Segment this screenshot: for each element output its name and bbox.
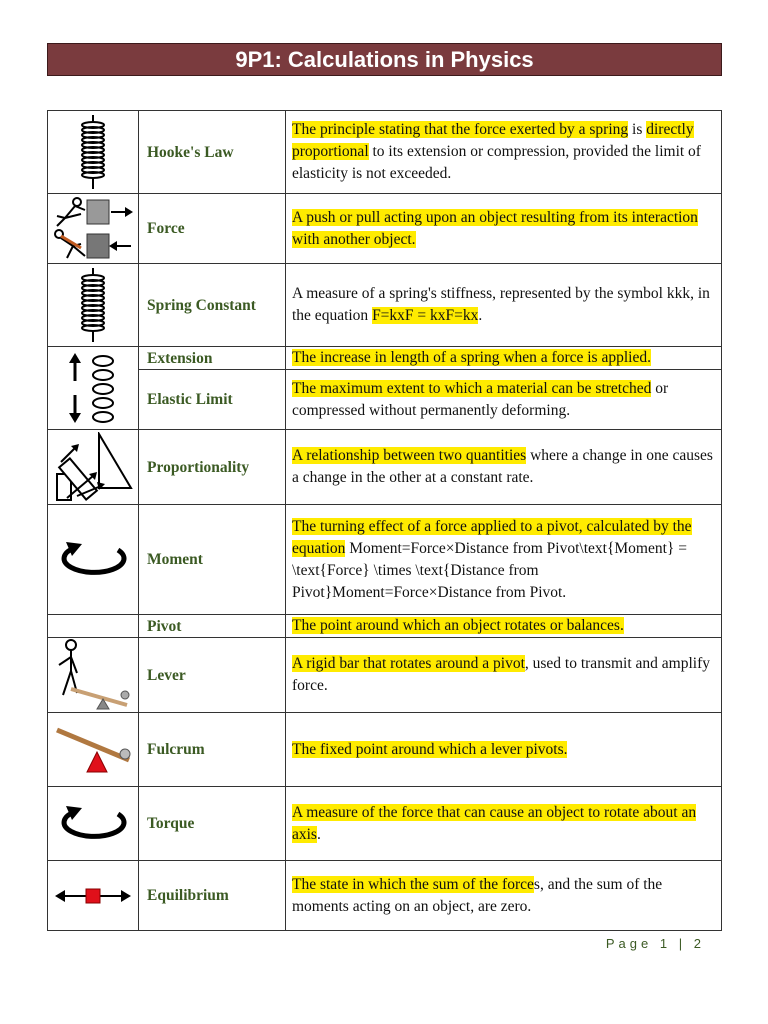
spring-icon (78, 268, 108, 342)
icon-cell (48, 430, 139, 505)
push-pull-icon (51, 196, 135, 262)
glossary-table (47, 110, 722, 931)
term-label: Force (139, 194, 286, 264)
definition-text: The maximum extent to which a material can be stretched or compressed without permanently deforming. (286, 370, 722, 430)
definition-text: A relationship between two quantities where a change in one causes a change in the other at a constant rate. (286, 430, 722, 505)
table-row (48, 370, 722, 430)
icon-cell (48, 713, 139, 787)
table-row (48, 615, 722, 638)
rotate-arrow-icon (56, 804, 130, 844)
definition-text: The increase in length of a spring when a force is applied. (286, 347, 722, 370)
icon-cell (48, 505, 139, 615)
definition-text: A measure of a spring's stiffness, represented by the symbol kkk, in the equation F=kxF = kxF=kx. (286, 264, 722, 347)
definition-text: The point around which an object rotates or balances. (286, 615, 722, 638)
table-row (48, 638, 722, 713)
term-label: Equilibrium (139, 861, 286, 931)
icon-cell (48, 638, 139, 713)
term-label: Spring Constant (139, 264, 286, 347)
definition-text: The state in which the sum of the forces, and the sum of the moments acting on an object, are zero. (286, 861, 722, 931)
table-row (48, 787, 722, 861)
term-label: Torque (139, 787, 286, 861)
table-row (48, 505, 722, 615)
balance-arrows-icon (53, 886, 133, 906)
table-row (48, 713, 722, 787)
table-row (48, 194, 722, 264)
term-label: Pivot (139, 615, 286, 638)
icon-cell (48, 615, 139, 638)
term-label: Extension (139, 347, 286, 370)
icon-cell (48, 787, 139, 861)
term-label: Hooke's Law (139, 111, 286, 194)
table-row (48, 347, 722, 370)
lever-icon (53, 639, 133, 711)
spring-stretch-icon (63, 351, 123, 425)
fulcrum-icon (53, 724, 133, 776)
icon-cell (48, 861, 139, 931)
definition-text: A push or pull acting upon an object resulting from its interaction with another object. (286, 194, 722, 264)
spring-icon (78, 115, 108, 189)
term-label: Proportionality (139, 430, 286, 505)
table-row (48, 264, 722, 347)
icon-cell (48, 264, 139, 347)
icon-cell (48, 194, 139, 264)
icon-cell (48, 111, 139, 194)
term-label: Fulcrum (139, 713, 286, 787)
page-number: Page 1 | 2 (605, 936, 705, 951)
table-row (48, 111, 722, 194)
icon-cell (48, 347, 139, 430)
table-row (48, 861, 722, 931)
definition-text: A rigid bar that rotates around a pivot, used to transmit and amplify force. (286, 638, 722, 713)
proportionality-icon (53, 432, 133, 502)
term-label: Lever (139, 638, 286, 713)
definition-text: The turning effect of a force applied to a pivot, calculated by the equation Moment=Force×Distance from Pivot\text{Moment} = \text{Force} \times \text{Distance from Pivot}Moment=Force×Distance from Pivot. (286, 505, 722, 615)
term-label: Elastic Limit (139, 370, 286, 430)
definition-text: A measure of the force that can cause an object to rotate about an axis. (286, 787, 722, 861)
page-title: 9P1: Calculations in Physics (47, 43, 722, 76)
term-label: Moment (139, 505, 286, 615)
definition-text: The principle stating that the force exerted by a spring is directly proportional to its extension or compression, provided the limit of elasticity is not exceeded. (286, 111, 722, 194)
table-row (48, 430, 722, 505)
definition-text: The fixed point around which a lever pivots. (286, 713, 722, 787)
rotate-arrow-icon (56, 540, 130, 580)
